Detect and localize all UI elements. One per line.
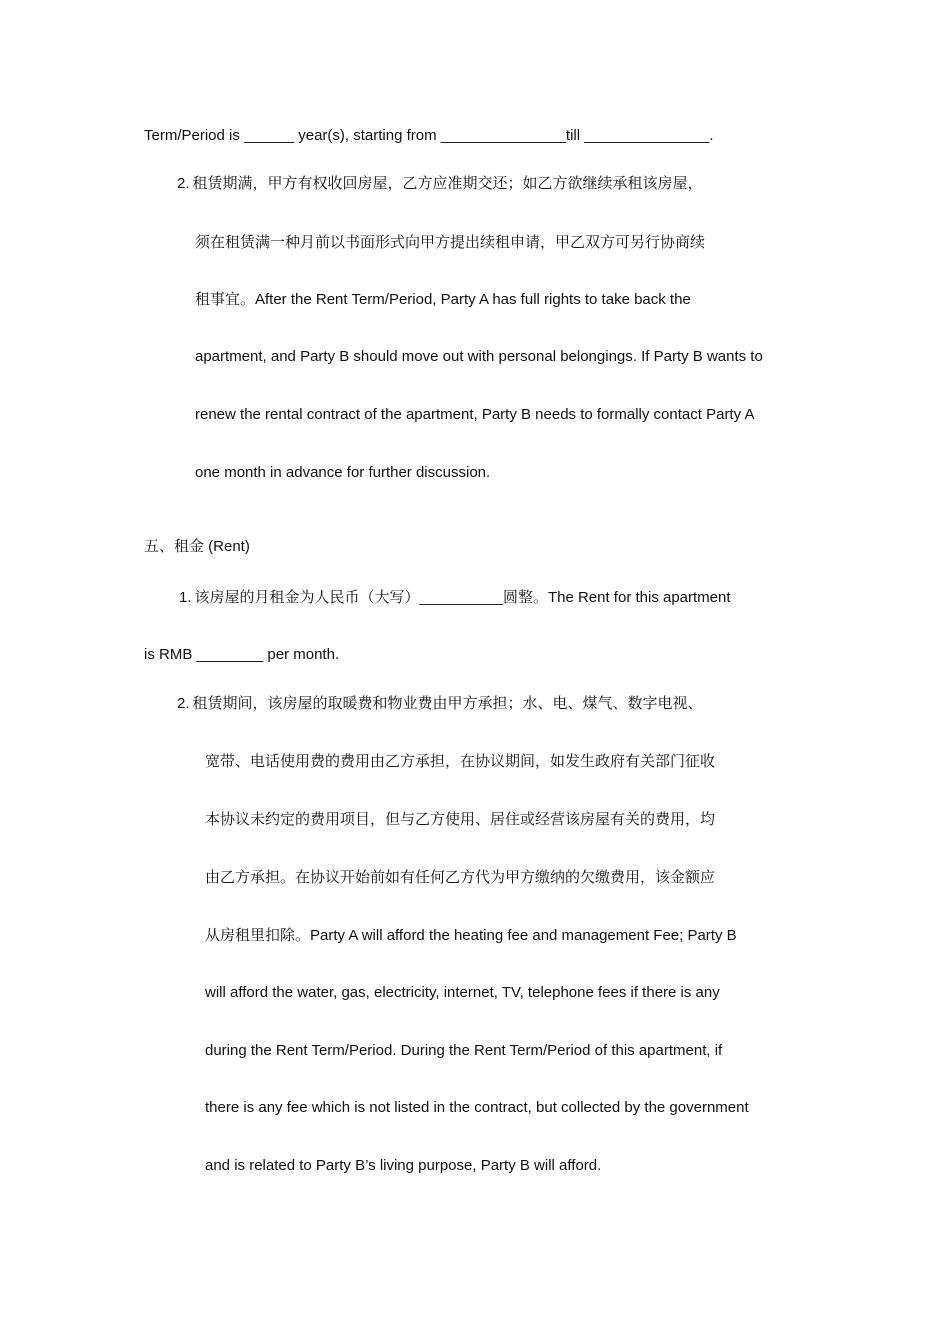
clause-text: 该房屋的月租金为人民币（大写）__________圆整。The Rent for this apartment	[194, 589, 731, 606]
rent-item-2-line-9: and is related to Party B’s living purpose, Party B will afford.	[205, 1157, 602, 1174]
clause-item-2-line-4: apartment, and Party B should move out with personal belongings. If Party B wants to	[195, 348, 763, 365]
clause-number: 1.	[179, 589, 192, 606]
clause-item-2-line-6: one month in advance for further discussion.	[195, 464, 491, 481]
rent-item-2-line-5: 从房租里扣除。Party A will afford the heating fee and management Fee; Party B	[205, 927, 737, 944]
clause-item-2-line-5: renew the rental contract of the apartment, Party B needs to formally contact Party A	[195, 406, 755, 423]
rent-item-2-line-6: will afford the water, gas, electricity, internet, TV, telephone fees if there is any	[205, 984, 720, 1001]
rent-item-2-line-8: there is any fee which is not listed in the contract, but collected by the government	[205, 1099, 749, 1116]
rent-item-1-line-2: is RMB ________ per month.	[144, 646, 340, 663]
rent-item-2-line-4: 由乙方承担。在协议开始前如有任何乙方代为甲方缴纳的欠缴费用，该金额应	[205, 869, 716, 886]
term-period-line: Term/Period is ______ year(s), starting from _______________till _______________.	[144, 127, 714, 144]
clause-text: 租赁期满，甲方有权收回房屋，乙方应准期交还；如乙方欲继续承租该房屋，	[192, 175, 703, 192]
rent-item-2-line-7: during the Rent Term/Period. During the Rent Term/Period of this apartment, if	[205, 1042, 723, 1059]
clause-number: 2.	[177, 695, 190, 712]
rent-item-2-line-2: 宽带、电话使用费的费用由乙方承担，在协议期间，如发生政府有关部门征收	[205, 753, 716, 770]
rent-item-2-line-3: 本协议未约定的费用项目，但与乙方使用、居住或经营该房屋有关的费用，均	[205, 811, 716, 828]
clause-item-2-line-3: 租事宜。After the Rent Term/Period, Party A has full rights to take back the	[195, 291, 691, 308]
clause-item-2-line-2: 须在租赁满一种月前以书面形式向甲方提出续租申请，甲乙双方可另行协商续	[195, 234, 706, 251]
rent-item-2-line-1	[177, 694, 703, 714]
clause-item-2-line-1	[177, 174, 703, 194]
clause-number: 2.	[177, 175, 190, 192]
clause-text: 租赁期间，该房屋的取暖费和物业费由甲方承担；水、电、煤气、数字电视、	[192, 695, 703, 712]
section-heading-rent: 五、租金 (Rent)	[144, 538, 250, 555]
rent-item-1-line-1	[179, 588, 731, 608]
